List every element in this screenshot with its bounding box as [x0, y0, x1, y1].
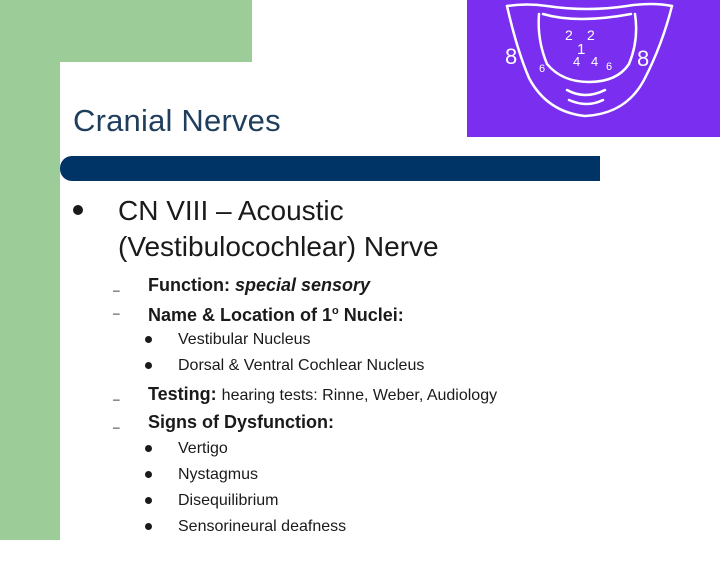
diagram-label: 2: [587, 27, 595, 43]
function-label: Function:: [148, 275, 235, 295]
diagram-label: 8: [505, 44, 518, 69]
nucleus-item: Vestibular Nucleus: [178, 331, 311, 348]
nucleus-item: Dorsal & Ventral Cochlear Nucleus: [178, 357, 425, 374]
sign-item: Vertigo: [178, 440, 228, 457]
dash-marker: –: [113, 420, 120, 434]
testing-label: Testing:: [148, 384, 222, 404]
bullet-dot: [145, 445, 152, 452]
function-value: special sensory: [234, 275, 371, 295]
nuclei-label: Name & Location of 1: [148, 305, 333, 325]
main-bullet-line-2: (Vestibulocochlear) Nerve: [118, 231, 439, 262]
green-top-band: [0, 0, 252, 62]
title-divider-bar: [60, 156, 600, 181]
testing-line: [148, 383, 497, 407]
dash-marker: –: [113, 283, 120, 297]
diagram-label: 1: [577, 41, 586, 58]
bullet-dot: [145, 471, 152, 478]
diagram-label: 6: [606, 61, 613, 73]
nuclei-line: [148, 300, 404, 326]
diagram-label: 6: [539, 63, 546, 75]
sign-item: Disequilibrium: [178, 492, 279, 509]
diagram-label: 8: [637, 46, 650, 71]
bullet-dot: [145, 336, 152, 343]
brainstem-diagram-image: [467, 0, 720, 137]
nuclei-sup: o: [332, 305, 339, 317]
sign-item: Nystagmus: [178, 466, 259, 483]
bullet-dot: [73, 205, 83, 215]
signs-line: Signs of Dysfunction:: [148, 412, 334, 432]
diagram-label: 4: [591, 54, 599, 69]
testing-value: hearing tests: Rinne, Weber, Audiology: [221, 387, 498, 404]
dash-marker: –: [113, 306, 120, 320]
bullet-dot: [145, 523, 152, 530]
dash-marker: –: [113, 392, 120, 406]
bullet-dot: [145, 497, 152, 504]
main-bullet-text: [118, 193, 439, 265]
slide-title: Cranial Nerves: [73, 103, 281, 138]
brainstem-sketch: [467, 0, 720, 137]
function-line: [148, 274, 370, 296]
sign-item: Sensorineural deafness: [178, 518, 347, 535]
green-side-band: [0, 0, 60, 540]
main-bullet-line-1: CN VIII – Acoustic: [118, 195, 344, 226]
diagram-label: 2: [565, 27, 573, 43]
nuclei-suffix: Nuclei:: [338, 305, 404, 325]
diagram-label: 4: [573, 54, 581, 69]
bullet-dot: [145, 362, 152, 369]
